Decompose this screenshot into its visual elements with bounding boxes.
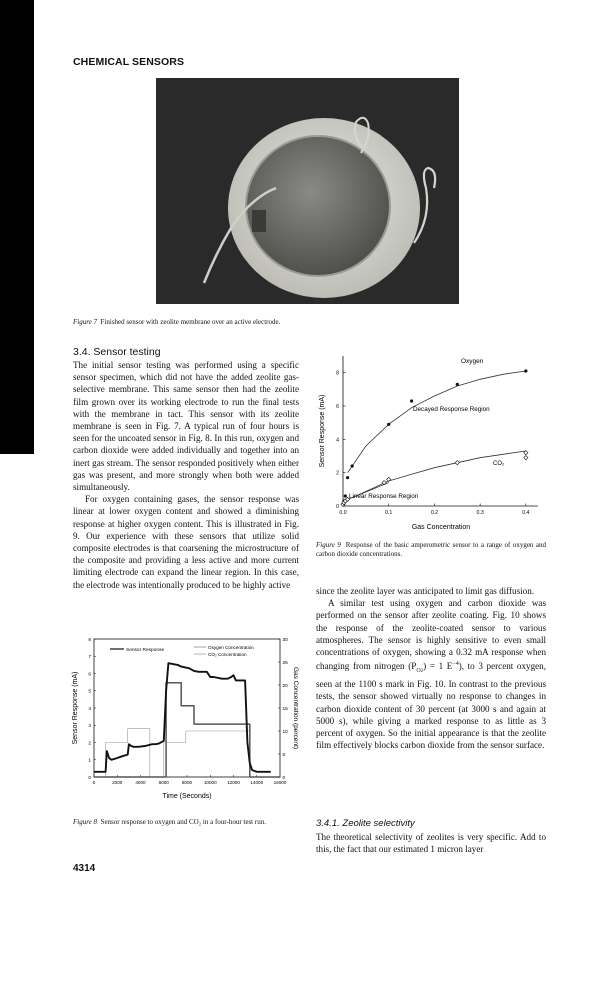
y-tick-label: 8 (88, 637, 91, 643)
paragraph (316, 597, 546, 751)
x-tick-label: 0 (92, 780, 96, 785)
co2-point (524, 456, 528, 460)
oxygen-point (346, 476, 349, 479)
figure9-y-label: Sensor Response (mA) (319, 394, 326, 468)
figure8-label: Figure 8 (73, 818, 98, 826)
figure8-caption-text: Sensor response to oxygen and CO₂ in a four-hour test run. (100, 818, 266, 826)
figure7-label: Figure 7 (73, 318, 98, 326)
paragraph: The theoretical selectivity of zeolites is very specific. Add to this, the fact that our estimated 1 micron layer (316, 832, 546, 855)
oxygen-point (351, 464, 354, 467)
figure8-caption (73, 818, 313, 827)
y-tick-label: 6 (88, 672, 91, 678)
y-tick-label: 2 (336, 470, 339, 477)
figure9-annotation-decayed: Decayed Response Region (413, 406, 490, 413)
running-head: CHEMICAL SENSORS (73, 56, 185, 68)
section-heading: 3.4. Sensor testing (73, 346, 161, 358)
superscript-exp: −4 (452, 661, 459, 668)
fit-curve-oxygen (348, 371, 526, 473)
series-oxygen-line (94, 683, 280, 777)
x-tick-label: 0.4 (522, 510, 530, 516)
x-tick-label: 0.2 (430, 510, 439, 516)
y-tick-label: 1 (88, 758, 91, 764)
figure9-caption-text: Response of the basic amperometric sensor to a range of oxygen and carbon dioxide concentrations. (316, 541, 547, 558)
series-sensor-response-line (94, 663, 271, 772)
x-tick-label: 6000 (158, 780, 169, 785)
y-tick-label: 8 (336, 370, 339, 377)
figure9-chart (313, 348, 548, 536)
figure9-annotation-oxygen: Oxygen (461, 358, 484, 365)
paragraph: since the zeolite layer was anticipated to limit gas diffusion. (316, 586, 535, 596)
y2-tick-label: 5 (282, 752, 286, 758)
figure8-legend (110, 645, 254, 657)
co2-point (455, 461, 459, 465)
x-tick-label: 0.3 (476, 510, 484, 516)
y-tick-label: 4 (88, 706, 91, 712)
legend-oxygen: Oxygen Concentration (208, 645, 254, 650)
figure9-x-label: Gas Concentration (411, 524, 471, 531)
x-tick-label: 0.0 (339, 510, 347, 516)
x-tick-label: 0.1 (385, 510, 393, 516)
y-tick-label: 2 (88, 741, 91, 747)
y2-tick-label: 15 (282, 706, 288, 712)
y-tick-label: 6 (336, 404, 339, 410)
x-tick-label: 12000 (227, 780, 240, 785)
y-tick-label: 4 (336, 437, 339, 444)
right-column-text (316, 585, 546, 751)
x-tick-label: 8000 (181, 780, 193, 785)
sensor-photo-drawing (156, 78, 459, 304)
y-tick-label: 0 (88, 775, 91, 781)
y2-tick-label: 0 (282, 775, 286, 781)
y-tick-label: 7 (88, 655, 91, 661)
paragraph-text: ) = 1 E (423, 661, 453, 672)
y-tick-label: 0 (336, 504, 339, 510)
paragraph-text: A similar test using oxygen and carbon dioxide was performed on the sensor after zeolite coating. Fig. 10 shows the response of the zeolite-coated sensor to various atmospheres. The sensor is highly sensitive to even small concentrations of oxygen, showing a 0.32 mA response when changing from nitrogen (P (316, 598, 546, 672)
x-tick-label: 4000 (135, 780, 146, 785)
x-tick-label: 2000 (112, 780, 123, 785)
x-tick-label: 14000 (250, 780, 264, 785)
figure9-annotation-linear: Linear Response Region (349, 493, 419, 500)
figure7-caption-text: Finished sensor with zeolite membrane over an active electrode. (100, 318, 281, 326)
subsection-heading: 3.4.1. Zeolite selectivity (316, 818, 415, 829)
paragraph-text: ), to 3 percent oxygen, seen at the 1100 s mark in Fig. 10. In contrast to the previous tests, the sensor showed virtually no response to changes in carbon dioxide content of 30 percent (at 3000 s and again at 5000 s), while giving a marked response to as little as 3 percent of oxygen. So the initial appearance is that the zeolite film effectively blocks carbon dioxide from the sensor surface. (316, 661, 546, 751)
oxygen-point (344, 494, 347, 497)
paragraph: For oxygen containing gases, the sensor response was linear at lower oxygen content and showed a diminishing response at higher oxygen content. This is illustrated in Fig. 9. Our experience with these sensors that utilize solid composite electrodes is that coarsening the microstructure of the composite and providing a less active and more current limiting electrode can expand the linear region. In this case, the electrode was intentionally produced to be highly active (73, 494, 299, 590)
page-number: 4314 (73, 863, 96, 874)
paragraph: The initial sensor testing was performed using a specific sensor specimen, which did not have the added zeolite gas-selective membrane. This same sensor then had the zeolite film grown over its working electrode to run the final tests with the membrane in tact. This sensor with its zeolite membrane is seen in Fig. 7. A typical run of four hours is seen for the uncoated sensor in Fig. 8. In this run, oxygen and carbon dioxide were added individually and together into an inert gas stream. The sensor responded positively when either gas was present, and more strongly when both were added simultaneously. (73, 360, 299, 493)
subscript-2: 2 (420, 669, 424, 675)
subsection-text (316, 831, 546, 855)
oxygen-point (387, 423, 390, 426)
fit-curve-co2 (352, 451, 526, 498)
legend-sensor-response: Sensor Response (126, 648, 165, 653)
oxygen-point (456, 383, 459, 386)
figure7-caption (73, 318, 333, 327)
figure8-chart (70, 634, 298, 802)
figure9-annotation-co2: CO₂ (493, 461, 505, 467)
y2-tick-label: 20 (282, 683, 288, 689)
figure9-caption (316, 541, 546, 559)
x-tick-label: 16000 (273, 780, 287, 785)
figure8-y-label: Sensor Response (mA) (72, 671, 79, 745)
sensor-photo (156, 78, 459, 304)
oxygen-point (524, 369, 527, 372)
figure8-y2-label: Gas Concentration (percent) (292, 666, 299, 750)
y-tick-label: 3 (88, 724, 91, 730)
y2-tick-label: 10 (282, 729, 288, 735)
x-tick-label: 10000 (203, 780, 217, 785)
figure9-label: Figure 9 (316, 541, 341, 549)
left-column-text (73, 359, 299, 591)
y-tick-label: 5 (88, 689, 91, 695)
legend-co2: CO₂ Concentration (208, 652, 247, 657)
y2-tick-label: 25 (282, 660, 288, 666)
figure8-x-label: Time (Seconds) (162, 793, 212, 800)
page-edge-bar (0, 0, 34, 454)
oxygen-point (410, 399, 413, 402)
subscript-o: O (416, 668, 421, 675)
y2-tick-label: 30 (282, 637, 288, 643)
